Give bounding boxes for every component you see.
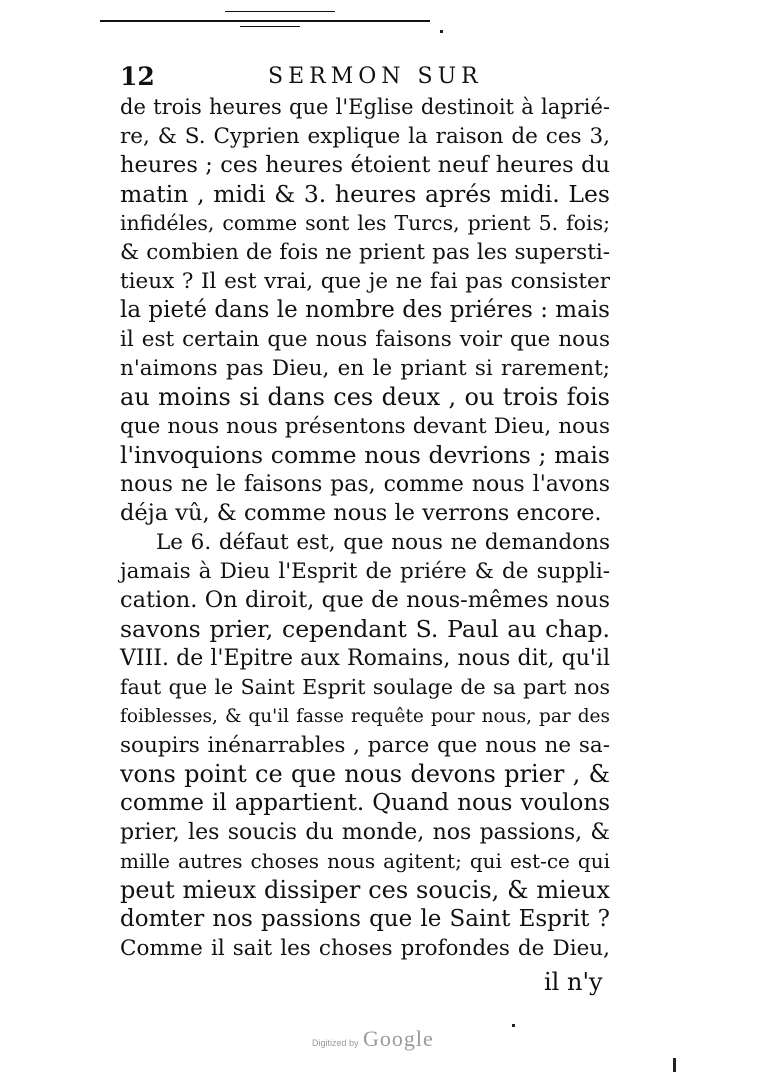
page-header [120, 62, 610, 96]
google-logo: Google [362, 1026, 434, 1051]
text-line: la pieté dans le nombre des priéres : mais [120, 297, 610, 323]
text-line: prier, les soucis du monde, nos passions, & [120, 820, 610, 845]
ink-speck [440, 30, 443, 33]
top-rule-short-lower [240, 26, 300, 27]
digitized-watermark [312, 1026, 434, 1052]
ink-speck [673, 1058, 676, 1072]
text-line: Comme il sait les choses profondes de Dieu, [120, 936, 610, 961]
text-line: VIII. de l'Epitre aux Romains, nous dit, qu'il [120, 646, 610, 671]
text-line: infidéles, comme sont les Turcs, prient 5. fois; [120, 211, 610, 235]
text-line: faut que le Saint Esprit soulage de sa part nos [120, 675, 610, 699]
text-line: il est certain que nous faisons voir que nous [120, 327, 610, 352]
text-line: n'aimons pas Dieu, en le priant si rarement; [120, 356, 610, 381]
text-line: mille autres choses nous agitent; qui est-ce qui [120, 849, 610, 873]
text-line: soupirs inénarrables , parce que nous ne sa- [120, 733, 610, 758]
text-line: & combien de fois ne prient pas les supersti- [120, 240, 610, 265]
top-rule [100, 20, 430, 22]
text-line: re, & S. Cyprien explique la raison de ces 3, [120, 124, 610, 149]
text-line: déja vû, & comme nous le verrons encore. [120, 500, 602, 526]
watermark-prefix: Digitized by [312, 1038, 359, 1048]
text-line: de trois heures que l'Eglise destinoit à laprié- [120, 95, 610, 119]
text-line: peut mieux dissiper ces soucis, & mieux [120, 876, 610, 904]
text-line: vons point ce que nous devons prier , & [120, 760, 610, 788]
text-line: domter nos passions que le Saint Esprit ? [120, 906, 610, 932]
text-line: l'invoquions comme nous devrions ; mais [120, 441, 610, 469]
text-line: matin , midi & 3. heures aprés midi. Les [120, 180, 610, 208]
text-line: heures ; ces heures étoient neuf heures du [120, 152, 610, 178]
top-rule-short [225, 11, 335, 12]
text-line: tieux ? Il est vrai, que je ne fai pas consister [120, 269, 610, 294]
text-line: foiblesses, & qu'il fasse requête pour nous, par des [120, 706, 610, 727]
text-line: jamais à Dieu l'Esprit de priére & de suppli- [120, 559, 610, 584]
text-line: cation. On diroit, que de nous-mêmes nous [120, 587, 610, 613]
text-line: au moins si dans ces deux , ou trois fois [120, 383, 610, 411]
text-line: comme il appartient. Quand nous voulons [120, 790, 610, 816]
text-line: nous ne le faisons pas, comme nous l'avons [120, 472, 610, 497]
text-line-paragraph-start: Le 6. défaut est, que nous ne demandons [156, 530, 610, 555]
body-text [120, 93, 610, 963]
running-title: SERMON SUR [268, 64, 483, 89]
ink-speck [512, 1024, 515, 1027]
page-number: 12 [120, 62, 155, 91]
text-line: que nous nous présentons devant Dieu, nous [120, 414, 610, 439]
catchword: il n'y [544, 968, 603, 996]
text-line: savons prier, cependant S. Paul au chap. [120, 615, 610, 643]
